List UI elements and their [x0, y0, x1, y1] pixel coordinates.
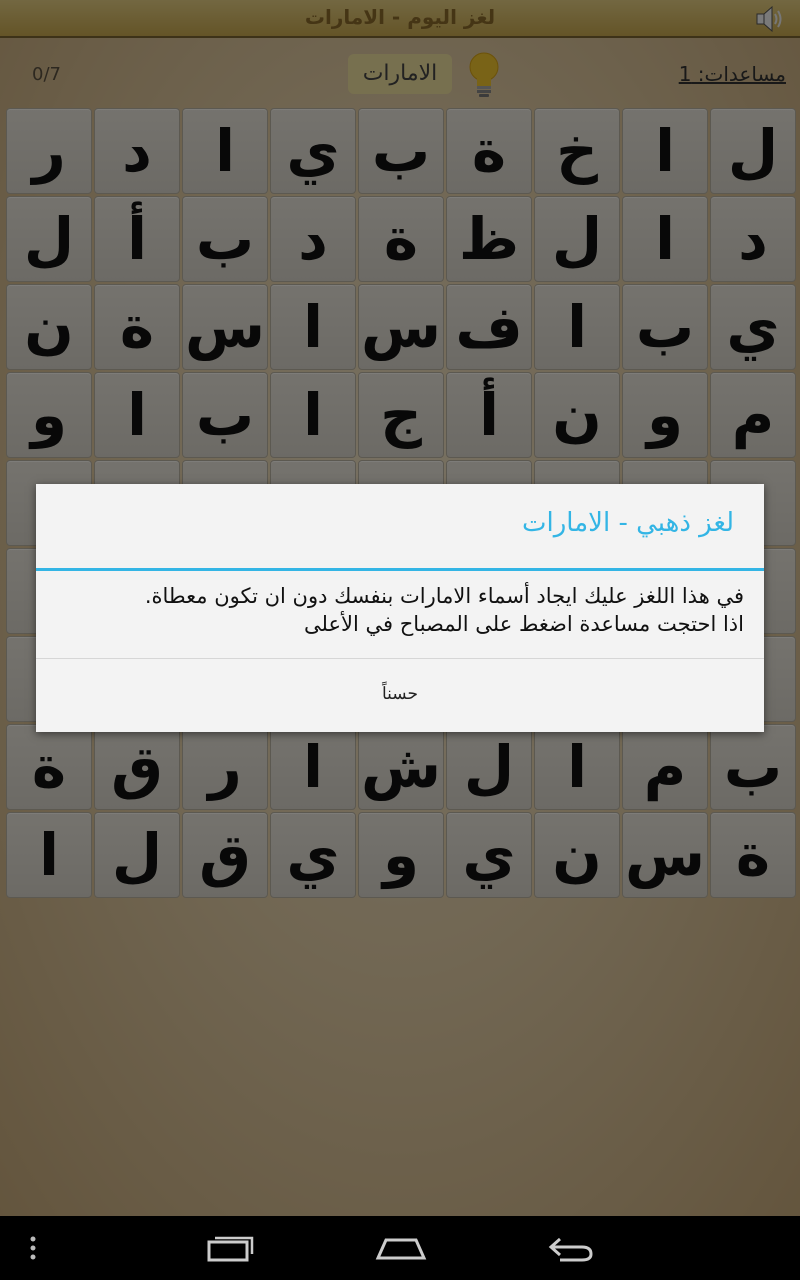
dialog-divider	[36, 568, 764, 571]
back-icon[interactable]	[536, 1216, 606, 1280]
system-nav-bar	[0, 1216, 800, 1280]
dialog-message-line-1: في هذا اللغز عليك ايجاد أسماء الامارات بنفسك دون ان تكون معطاة.	[144, 584, 744, 608]
dialog-message	[56, 582, 744, 638]
overflow-menu-icon[interactable]	[18, 1216, 48, 1280]
home-icon[interactable]	[366, 1216, 436, 1280]
ok-button[interactable]: حسناً	[36, 659, 764, 729]
dialog-message-line-2: اذا احتجت مساعدة اضغط على المصباح في الأعلى	[304, 612, 744, 636]
dialog-title: لغز ذهبي - الامارات	[522, 508, 734, 538]
recent-apps-icon[interactable]	[196, 1216, 266, 1280]
info-dialog	[36, 484, 764, 732]
